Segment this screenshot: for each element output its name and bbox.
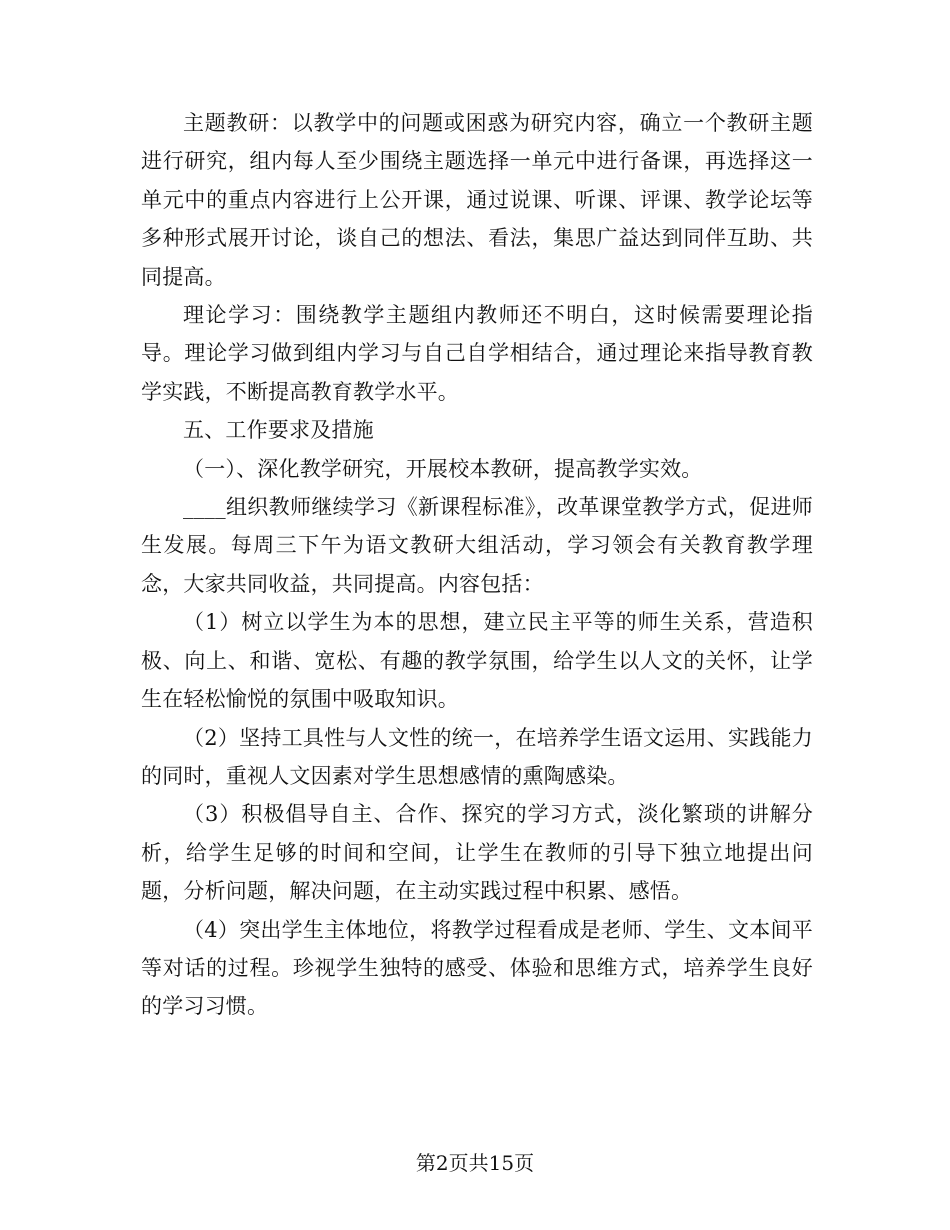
document-body [141,104,813,1026]
section-heading-requirements: 五、工作要求及措施 [183,418,374,443]
list-item-2: （2）坚持工具性与人文性的统一，在培养学生语文运用、实践能力的同时，重视人文因素对学生思想感情的熏陶感染。 [141,725,813,788]
list-item-3: （3）积极倡导自主、合作、探究的学习方式，淡化繁琐的讲解分析，给学生足够的时间和空间，让学生在教师的引导下独立地提出问题，分析问题，解决问题，在主动实践过程中积累、感悟。 [141,802,813,904]
list-item-1: （1）树立以学生为本的思想，建立民主平等的师生关系，营造积极、向上、和谐、宽松、有趣的教学氛围，给学生以人文的关怀，让学生在轻松愉悦的氛围中吸取知识。 [141,610,813,712]
paragraph-organize-teachers: ____组织教师继续学习《新课程标准》，改革课堂教学方式，促进师生发展。每周三下午为语文教研大组活动，学习领会有关教育教学理念，大家共同收益，共同提高。内容包括： [141,495,813,596]
subsection-heading-1: （一）、深化教学研究，开展校本教研，提高教学实效。 [183,456,703,481]
paragraph-theory-study: 理论学习：围绕教学主题组内教师还不明白，这时候需要理论指导。理论学习做到组内学习与自己自学相结合，通过理论来指导教育教学实践，不断提高教育教学水平。 [141,303,813,404]
paragraph-topic-research: 主题教研：以教学中的问题或困惑为研究内容，确立一个教研主题进行研究，组内每人至少围绕主题选择一单元中进行备课，再选择这一单元中的重点内容进行上公开课，通过说课、听课、评课、教学论坛等多种形式展开讨论，谈自己的想法、看法，集思广益达到同伴互助、共同提高。 [141,111,813,289]
page-number: 第2页共15页 [415,1151,535,1175]
list-item-4: （4）突出学生主体地位，将教学过程看成是老师、学生、文本间平等对话的过程。珍视学生独特的感受、体验和思维方式，培养学生良好的学习习惯。 [141,917,813,1019]
